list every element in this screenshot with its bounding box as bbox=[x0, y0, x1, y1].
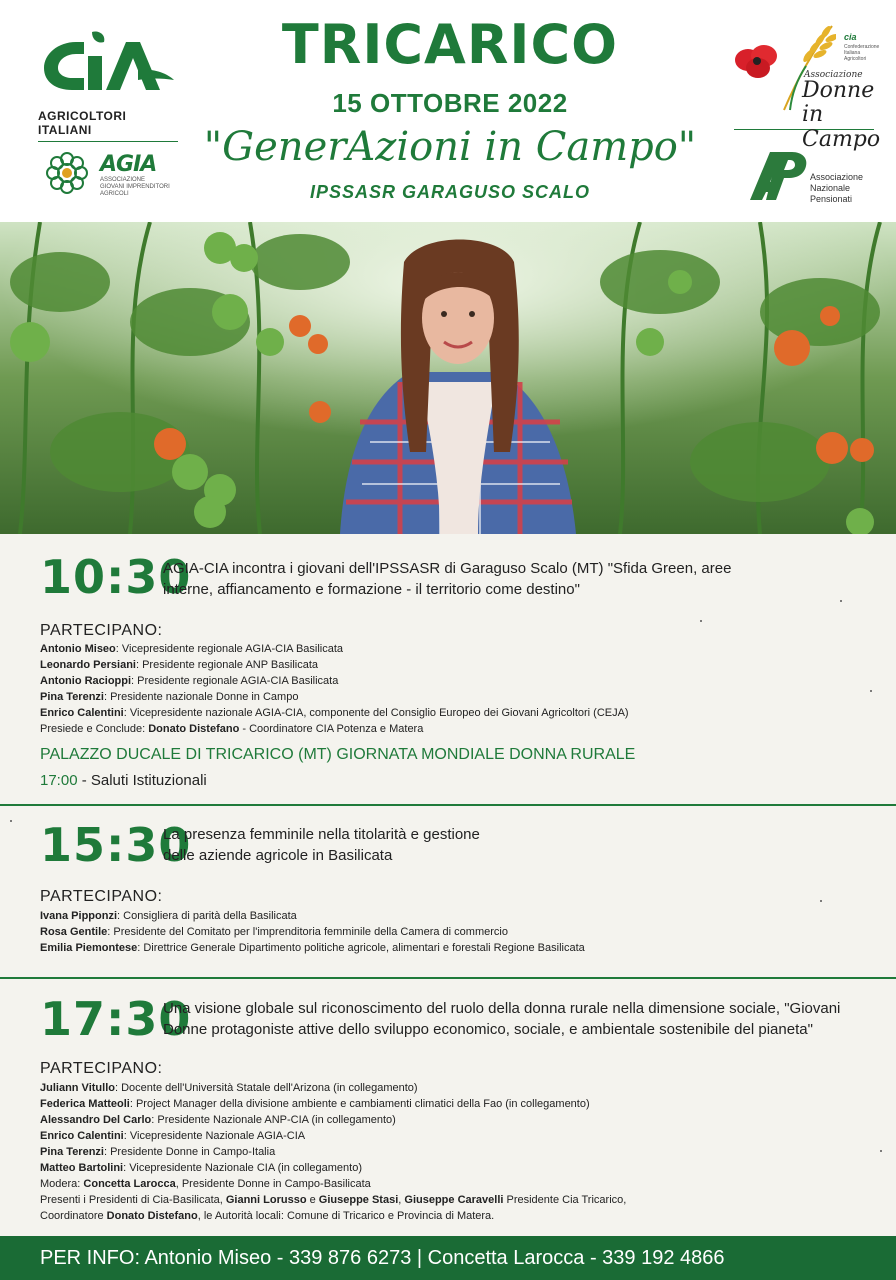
participants-heading: PARTECIPANO: bbox=[40, 1060, 163, 1077]
venue-title: PALAZZO DUCALE DI TRICARICO (MT) GIORNATA MONDIALE DONNA RURALE bbox=[40, 746, 636, 763]
participant-role: : Presidente regionale AGIA-CIA Basilicata bbox=[131, 675, 339, 687]
cia-logo-graphic bbox=[38, 28, 178, 94]
participant bbox=[40, 705, 629, 721]
conclusion-prefix: Presiede e Conclude: bbox=[40, 723, 149, 735]
greetings-time: 17:00 bbox=[40, 772, 78, 789]
participant bbox=[40, 641, 629, 657]
agia-logo-text bbox=[100, 152, 170, 198]
conclusion-name: Donato Distefano bbox=[148, 723, 240, 735]
hero-photo-illustration bbox=[0, 222, 896, 534]
session-desc-line-2: interne, affiancamento e formazione - il territorio come destino" bbox=[163, 581, 580, 598]
decorative-speck bbox=[820, 900, 822, 902]
moderator-line bbox=[40, 1176, 626, 1192]
session-time: 17:30 bbox=[40, 992, 192, 1046]
session-desc-line-1: Una visione globale sul riconoscimento del ruolo della donna rurale nella dimensione sociale, "Giovani bbox=[163, 1000, 841, 1017]
participant-name: Antonio Racioppi bbox=[40, 675, 132, 687]
participants-list bbox=[40, 641, 629, 737]
header bbox=[0, 0, 896, 222]
participant bbox=[40, 673, 629, 689]
participant bbox=[40, 1144, 626, 1160]
moderator-name: Concetta Larocca bbox=[83, 1178, 176, 1190]
cia-logo-mark bbox=[38, 28, 178, 105]
session-desc-line-2: Donne protagoniste attive dello sviluppo economico, sociale, e ambientale sostenibile del pianeta" bbox=[163, 1021, 813, 1038]
event-name: "GenerAzioni in Campo" bbox=[203, 124, 697, 170]
session-desc-line-1: La presenza femminile nella titolarità e gestione bbox=[163, 826, 480, 843]
participant-name: Rosa Gentile bbox=[40, 926, 108, 938]
attendees-text: , le Autorità locali: Comune di Tricarico e Provincia di Matera. bbox=[197, 1210, 495, 1222]
attendees-line-2 bbox=[40, 1208, 626, 1224]
session-desc-line-1: AGIA-CIA incontra i giovani dell'IPSSASR di Garaguso Scalo (MT) "Sfida Green, aree bbox=[163, 560, 732, 577]
donne-word: Donne bbox=[802, 78, 875, 103]
participant-role: : Vicepresidente Nazionale AGIA-CIA bbox=[123, 1130, 306, 1142]
info-footer: PER INFO: Antonio Miseo - 339 876 6273 | Concetta Larocca - 339 192 4866 bbox=[0, 1236, 896, 1280]
decorative-speck bbox=[840, 600, 842, 602]
session-1530 bbox=[0, 806, 896, 978]
attendees-text: Coordinatore bbox=[40, 1210, 107, 1222]
participant-role: : Vicepresidente regionale AGIA-CIA Basilicata bbox=[115, 643, 344, 655]
donne-in-campo-logo bbox=[734, 22, 881, 152]
greetings-text: - Saluti Istituzionali bbox=[77, 772, 207, 789]
participant bbox=[40, 1128, 626, 1144]
agia-logo bbox=[42, 146, 172, 198]
session-description bbox=[163, 558, 731, 600]
donne-cia-sub: Confederazione Italiana Agricoltori bbox=[844, 44, 880, 62]
participant-name: Alessandro Del Carlo bbox=[40, 1114, 152, 1126]
decorative-speck bbox=[870, 690, 872, 692]
participant bbox=[40, 1112, 626, 1128]
participant-name: Federica Matteoli bbox=[40, 1098, 130, 1110]
agia-flower-icon bbox=[42, 148, 92, 198]
anp-logo-text bbox=[810, 172, 863, 205]
participant-role: : Vicepresidente Nazionale CIA (in collegamento) bbox=[123, 1162, 362, 1174]
participant-name: Leonardo Persiani bbox=[40, 659, 136, 671]
participant-name: Juliann Vitullo bbox=[40, 1082, 115, 1094]
donne-cia-mark: cia bbox=[844, 32, 857, 42]
attendee-name: Giuseppe Caravelli bbox=[404, 1194, 504, 1206]
participant-role: : Presidente Nazionale ANP-CIA (in collegamento) bbox=[151, 1114, 396, 1126]
cia-logo-text: AGRICOLTORI ITALIANI bbox=[38, 109, 178, 142]
participant bbox=[40, 908, 585, 924]
participant-name: Pina Terenzi bbox=[40, 691, 104, 703]
page-title: TRICARICO bbox=[281, 13, 619, 76]
decorative-speck bbox=[700, 620, 702, 622]
session-1030 bbox=[0, 534, 896, 804]
participant-name: Enrico Calentini bbox=[40, 707, 124, 719]
attendees-line-1 bbox=[40, 1192, 626, 1208]
agia-logo-mark: AGIA bbox=[100, 152, 157, 177]
conclusion-role: - Coordinatore CIA Potenza e Matera bbox=[239, 723, 424, 735]
session-description bbox=[163, 824, 480, 866]
anp-text-line-2: Nazionale bbox=[810, 183, 851, 193]
anp-logo-mark bbox=[748, 146, 810, 202]
attendees-text: e bbox=[306, 1194, 319, 1206]
participants-heading: PARTECIPANO: bbox=[40, 888, 163, 905]
participant-name: Enrico Calentini bbox=[40, 1130, 124, 1142]
greetings-line bbox=[40, 772, 207, 789]
attendee-name: Donato Distefano bbox=[106, 1210, 198, 1222]
poppy-icon bbox=[734, 42, 780, 82]
participant-role: : Presidente regionale ANP Basilicata bbox=[135, 659, 318, 671]
hero-photo bbox=[0, 222, 896, 534]
participant-role: : Consigliera di parità della Basilicata bbox=[117, 910, 297, 922]
participant bbox=[40, 689, 629, 705]
attendee-name: Gianni Lorusso bbox=[225, 1194, 307, 1206]
participant bbox=[40, 1096, 626, 1112]
participant-name: Matteo Bartolini bbox=[40, 1162, 124, 1174]
donne-assoc-label: Associazione bbox=[804, 70, 863, 80]
session-time: 10:30 bbox=[40, 550, 192, 604]
participant bbox=[40, 924, 585, 940]
anp-text-line-3: Pensionati bbox=[810, 194, 853, 204]
participant-role: : Project Manager della divisione ambiente e cambiamenti climatici della Fao (in collegamento) bbox=[129, 1098, 590, 1110]
participant-role: : Vicepresidente nazionale AGIA-CIA, componente del Consiglio Europeo dei Giovani Agricoltori (CEJA) bbox=[123, 707, 629, 719]
agia-logo-sub: ASSOCIAZIONE GIOVANI IMPRENDITORI AGRICOLI bbox=[100, 177, 170, 197]
attendee-name: Giuseppe Stasi bbox=[318, 1194, 399, 1206]
participant-name: Emilia Piemontese bbox=[40, 942, 138, 954]
event-school: IPSSASR GARAGUSO SCALO bbox=[309, 182, 591, 202]
participants-list bbox=[40, 908, 585, 956]
decorative-speck bbox=[10, 820, 12, 822]
moderator-prefix: Modera: bbox=[40, 1178, 84, 1190]
attendees-text: Presidente Cia Tricarico, bbox=[503, 1194, 627, 1206]
participants-heading: PARTECIPANO: bbox=[40, 622, 163, 639]
section-divider bbox=[0, 977, 896, 979]
moderator-role: , Presidente Donne in Campo-Basilicata bbox=[175, 1178, 371, 1190]
participant-role: : Presidente nazionale Donne in Campo bbox=[103, 691, 299, 703]
donne-campo-word: in Campo bbox=[802, 102, 881, 152]
event-date: 15 OTTOBRE 2022 bbox=[332, 88, 568, 118]
participant-role: : Presidente del Comitato per l'imprenditoria femminile della Camera di commercio bbox=[107, 926, 508, 938]
anp-logo bbox=[748, 146, 878, 206]
participant bbox=[40, 940, 585, 956]
session-1730 bbox=[0, 980, 896, 1236]
participant-name: Antonio Miseo bbox=[40, 643, 116, 655]
session-time: 15:30 bbox=[40, 818, 192, 872]
participant bbox=[40, 1080, 626, 1096]
conclusion-line bbox=[40, 721, 629, 737]
participant-role: : Direttrice Generale Dipartimento politiche agricole, alimentari e forestali Regione Basilicata bbox=[137, 942, 585, 954]
participant bbox=[40, 657, 629, 673]
participant-role: : Docente dell'Università Statale dell'Arizona (in collegamento) bbox=[114, 1082, 418, 1094]
participant-role: : Presidente Donne in Campo-Italia bbox=[103, 1146, 276, 1158]
participant-name: Ivana Pipponzi bbox=[40, 910, 118, 922]
cia-logo bbox=[38, 28, 178, 142]
participant-name: Pina Terenzi bbox=[40, 1146, 104, 1158]
anp-text-line-1: Associazione bbox=[810, 172, 864, 182]
session-description bbox=[163, 998, 840, 1040]
attendees-text: Presenti i Presidenti di Cia-Basilicata, bbox=[40, 1194, 226, 1206]
participants-list bbox=[40, 1080, 626, 1224]
decorative-speck bbox=[880, 1150, 882, 1152]
participant bbox=[40, 1160, 626, 1176]
session-desc-line-2: delle aziende agricole in Basilicata bbox=[163, 847, 393, 864]
attendees-text: , bbox=[398, 1194, 405, 1206]
